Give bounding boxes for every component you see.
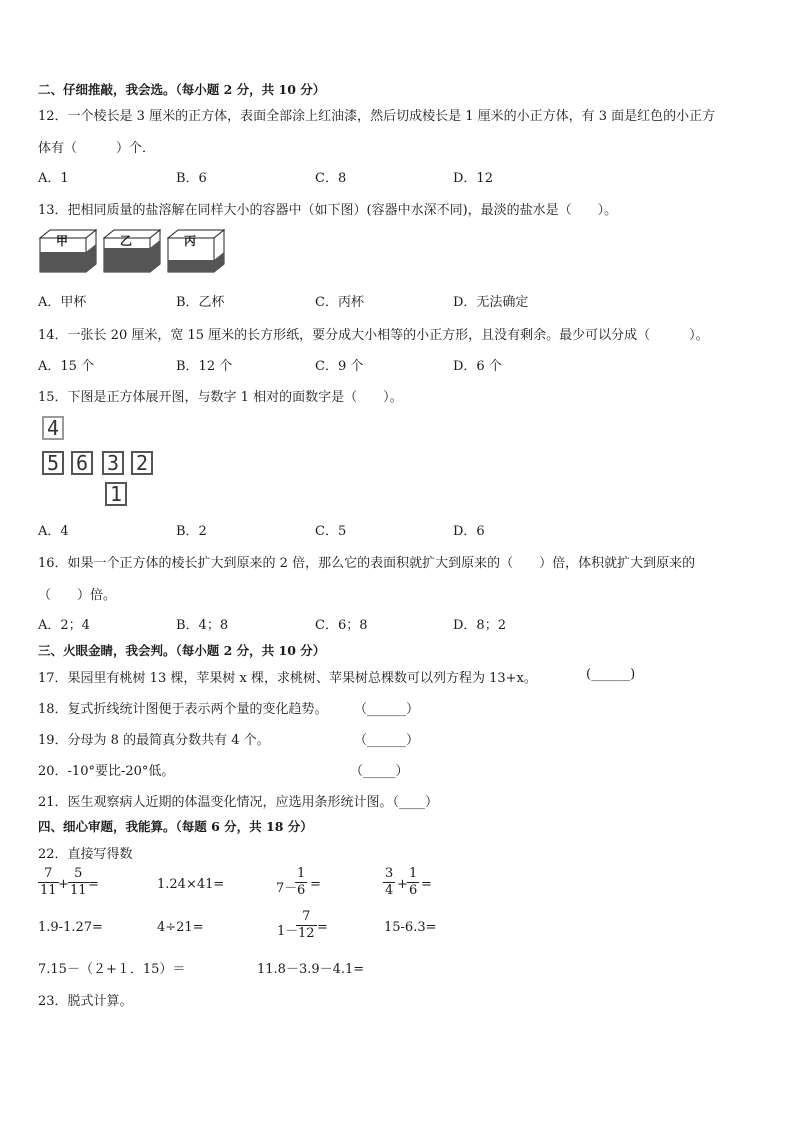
section2-heading: 二、仔细推敲，我会选。（每小题 2 分，共 10 分）	[38, 82, 326, 97]
q18-text: 18．复式折线统计图便于表示两个量的变化趋势。	[38, 702, 328, 717]
q16-line2: （ ）倍。	[38, 588, 117, 603]
cup-label-jia: 甲	[56, 234, 69, 248]
net-cell-5: 5	[42, 451, 64, 475]
q19-blank[interactable]: （______）	[354, 733, 420, 748]
net-cell-3: 3	[102, 451, 124, 475]
cup-label-yi: 乙	[120, 234, 133, 248]
q12-option-c: C．8	[315, 171, 347, 186]
q22-r2c2: 4÷21=	[157, 920, 204, 935]
q14-option-d: D．6 个	[453, 359, 502, 374]
q14-text: 14．一张长 20 厘米，宽 15 厘米的长方形纸，要分成大小相等的小正方形，且没有剩余。最少可以分成（ ）。	[38, 328, 709, 343]
q15-option-c: C．5	[315, 524, 347, 539]
q13-option-d: D．无法确定	[453, 295, 529, 310]
section3-heading: 三、火眼金睛，我会判。（每小题 2 分，共 10 分）	[38, 643, 326, 658]
section4-heading: 四、细心审题，我能算。（每题 6 分，共 18 分）	[38, 819, 313, 834]
q17-blank[interactable]: (______)	[586, 667, 636, 682]
fraction-7-12: 7 12	[298, 909, 315, 941]
q13-option-c: C．丙杯	[315, 295, 364, 310]
q22-r3c2: 11.8－3.9－4.1=	[257, 962, 365, 977]
q16-option-a: A．2；4	[38, 618, 90, 633]
q12-option-a: A．1	[38, 171, 69, 186]
cup-label-bing: 丙	[184, 234, 197, 248]
fraction-3-4: 3 4	[385, 866, 394, 898]
q19-text: 19．分母为 8 的最简真分数共有 4 个。	[38, 733, 270, 748]
q15-option-b: B．2	[176, 524, 207, 539]
q15-option-a: A．4	[38, 524, 69, 539]
q14-option-c: C．9 个	[315, 359, 364, 374]
net-cell-4: 4	[42, 416, 64, 440]
q22-r3c1: 7.15－（２+１．15）＝	[38, 962, 186, 977]
q12-option-b: B．6	[176, 171, 207, 186]
q15-option-d: D．6	[453, 524, 485, 539]
q14-option-a: A．15 个	[38, 359, 95, 374]
q20-text: 20．-10°要比-20°低。	[38, 764, 175, 779]
q13-option-b: B．乙杯	[176, 295, 225, 310]
q16-line1: 16．如果一个正方体的棱长扩大到原来的 2 倍，那么它的表面积就扩大到原来的（ ）倍，体积就扩大到原来的	[38, 556, 696, 571]
net-cell-1: 1	[105, 482, 127, 506]
fraction-5-11: 5 11	[70, 866, 87, 898]
fraction-7-11: 7 11	[40, 866, 57, 898]
fraction-1-6b: 1 6	[409, 866, 418, 898]
q12-option-d: D．12	[453, 171, 493, 186]
q17-text: 17．果园里有桃树 13 棵，苹果树 x 棵，求桃树、苹果树总棵数可以列方程为 13+x。	[38, 671, 537, 686]
q22-r1c2: 1.24×41=	[157, 877, 225, 892]
q12-line2: 体有（ ）个．	[38, 141, 156, 156]
net-cell-2: 2	[131, 451, 153, 475]
q23-title: 23．脱式计算。	[38, 994, 133, 1009]
q13-text: 13．把相同质量的盐溶解在同样大小的容器中（如下图）(容器中水深不同)，最淡的盐水是（ ）。	[38, 203, 618, 218]
q18-blank[interactable]: （______）	[354, 702, 420, 717]
q13-option-a: A．甲杯	[38, 295, 87, 310]
q12-line1: 12．一个棱长是 3 厘米的正方体，表面全部涂上红油漆，然后切成棱长是 1 厘米的小正方体，有 3 面是红色的小正方	[38, 109, 716, 124]
q20-blank[interactable]: （_____）	[350, 764, 409, 779]
q16-option-d: D．8；2	[453, 618, 506, 633]
q22-r2c1: 1.9-1.27=	[38, 920, 103, 935]
q22-title: 22．直接写得数	[38, 847, 133, 862]
q14-option-b: B．12 个	[176, 359, 233, 374]
net-cell-6: 6	[71, 451, 93, 475]
q15-text: 15．下图是正方体展开图，与数字 1 相对的面数字是（ ）。	[38, 390, 403, 405]
q16-option-c: C．6；8	[315, 618, 368, 633]
q16-option-b: B．4；8	[176, 618, 229, 633]
q22-r2c4: 15-6.3=	[384, 920, 437, 935]
fraction-1-6: 1 6	[297, 866, 306, 898]
q21-text: 21．医生观察病人近期的体温变化情况，应选用条形统计图。（____）	[38, 795, 439, 810]
